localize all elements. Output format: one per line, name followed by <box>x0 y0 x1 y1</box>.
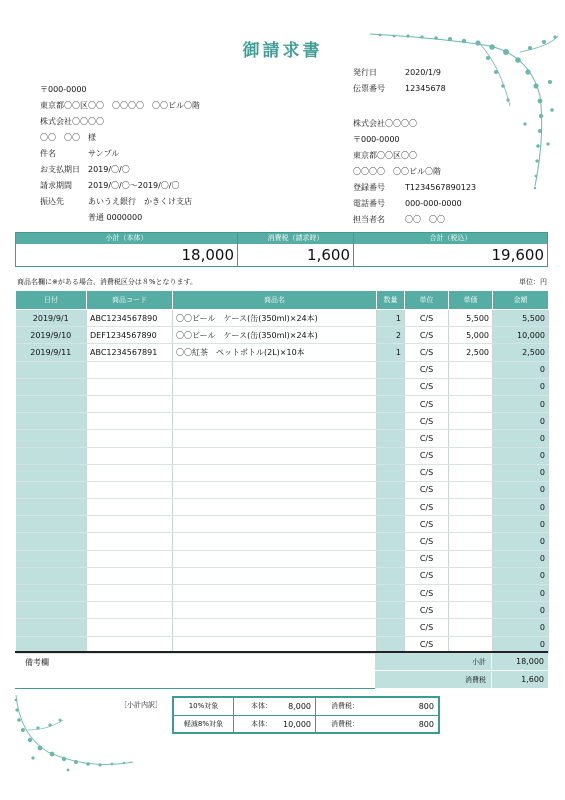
row-price: 5,500 <box>449 310 493 327</box>
row-price <box>449 499 493 516</box>
row-qty <box>377 567 405 584</box>
reduced-tax-note: 商品名欄に※がある場合、消費税区分は８%となります。 <box>17 278 197 286</box>
row-date <box>16 516 87 533</box>
row-amount: 0 <box>493 481 549 498</box>
breakdown-tax: 800 <box>418 720 434 729</box>
issuer-address-2: 〇〇〇〇 〇〇ビル〇階 <box>353 167 441 176</box>
col-header-amount: 金額 <box>493 291 549 310</box>
recipient-person: 〇〇 〇〇 様 <box>40 133 96 142</box>
row-code <box>87 567 173 584</box>
row-amount: 0 <box>493 464 549 481</box>
row-unit: C/S <box>405 619 449 636</box>
row-code <box>87 619 173 636</box>
row-qty <box>377 464 405 481</box>
remarks-section <box>15 651 548 689</box>
row-name <box>173 585 377 602</box>
row-qty <box>377 413 405 430</box>
row-amount: 0 <box>493 636 549 653</box>
row-unit: C/S <box>405 378 449 395</box>
row-code <box>87 602 173 619</box>
row-unit: C/S <box>405 602 449 619</box>
row-code <box>87 516 173 533</box>
total-value: 19,600 <box>491 246 544 264</box>
row-price <box>449 395 493 412</box>
row-amount: 2,500 <box>493 344 549 361</box>
slip-number-label: 伝票番号 <box>353 84 385 93</box>
row-code: ABC1234567891 <box>87 344 173 361</box>
row-amount: 5,500 <box>493 310 549 327</box>
row-unit: C/S <box>405 327 449 344</box>
table-row <box>16 585 549 602</box>
row-price <box>449 361 493 378</box>
row-name <box>173 361 377 378</box>
breakdown-table <box>172 696 440 734</box>
line-items-table <box>15 290 549 654</box>
phone-label: 電話番号 <box>353 199 385 208</box>
issuer-address: 東京都〇〇区〇〇 <box>353 151 417 160</box>
col-header-price: 単価 <box>449 291 493 310</box>
recipient-company: 株式会社〇〇〇〇 <box>40 117 104 126</box>
staff-name: 〇〇 〇〇 <box>405 215 445 224</box>
row-unit: C/S <box>405 413 449 430</box>
row-date <box>16 481 87 498</box>
table-row <box>16 499 549 516</box>
col-header-unit: 単位 <box>405 291 449 310</box>
remarks-tax-label: 消費税 <box>375 671 491 688</box>
row-unit: C/S <box>405 499 449 516</box>
row-unit: C/S <box>405 430 449 447</box>
breakdown-type: 10%対象 <box>174 698 234 715</box>
row-unit: C/S <box>405 361 449 378</box>
row-date <box>16 585 87 602</box>
row-qty <box>377 533 405 550</box>
row-name <box>173 567 377 584</box>
issuer-company: 株式会社〇〇〇〇 <box>353 119 417 128</box>
row-name <box>173 447 377 464</box>
row-price <box>449 550 493 567</box>
row-amount: 0 <box>493 413 549 430</box>
row-name <box>173 602 377 619</box>
row-qty <box>377 430 405 447</box>
row-qty <box>377 361 405 378</box>
table-row <box>16 310 549 327</box>
row-date <box>16 550 87 567</box>
subtotal-breakdown <box>120 696 450 734</box>
detail-label: 請求期間 <box>40 181 72 190</box>
breakdown-row <box>174 715 438 732</box>
col-header-code: 商品コード <box>87 291 173 310</box>
row-price <box>449 585 493 602</box>
row-date <box>16 447 87 464</box>
total-header: 合計（税込） <box>354 233 547 244</box>
row-qty <box>377 516 405 533</box>
row-date <box>16 533 87 550</box>
row-qty <box>377 550 405 567</box>
detail-label <box>40 210 88 226</box>
row-name <box>173 395 377 412</box>
row-unit: C/S <box>405 447 449 464</box>
row-unit: C/S <box>405 550 449 567</box>
table-row <box>16 447 549 464</box>
issue-date: 2020/1/9 <box>405 68 441 77</box>
row-name <box>173 430 377 447</box>
row-date <box>16 430 87 447</box>
table-row <box>16 361 549 378</box>
row-qty <box>377 619 405 636</box>
row-amount: 0 <box>493 430 549 447</box>
row-unit: C/S <box>405 516 449 533</box>
row-date: 2019/9/10 <box>16 327 87 344</box>
table-row <box>16 344 549 361</box>
row-code: ABC1234567890 <box>87 310 173 327</box>
row-qty <box>377 447 405 464</box>
row-price <box>449 378 493 395</box>
unit-note: 単位：円 <box>519 278 547 286</box>
row-code <box>87 550 173 567</box>
row-qty: 1 <box>377 344 405 361</box>
remarks-tax-value: 1,600 <box>491 671 548 688</box>
detail-label: 振込先 <box>40 197 64 206</box>
row-code <box>87 447 173 464</box>
remarks-subtotal-label: 小計 <box>375 653 491 670</box>
row-date <box>16 499 87 516</box>
row-amount: 0 <box>493 361 549 378</box>
subtotal-value: 18,000 <box>181 246 234 264</box>
row-name: 〇〇ビール ケース(缶(350ml)×24本) <box>173 327 377 344</box>
detail-value: 2019/〇/〇 <box>88 165 130 174</box>
row-price <box>449 602 493 619</box>
detail-value: 普通 0000000 <box>88 213 143 222</box>
row-name <box>173 464 377 481</box>
breakdown-tax-label: 消費税： <box>331 720 359 728</box>
row-price <box>449 619 493 636</box>
row-amount: 0 <box>493 550 549 567</box>
row-unit: C/S <box>405 310 449 327</box>
breakdown-tax: 800 <box>418 702 434 711</box>
tax-header: 消費税（請求時） <box>238 233 353 244</box>
remarks-summary <box>375 653 548 689</box>
registration-label: 登録番号 <box>353 183 385 192</box>
row-date: 2019/9/11 <box>16 344 87 361</box>
breakdown-base: 8,000 <box>276 698 316 715</box>
row-name: 〇〇ビール ケース(缶(350ml)×24本) <box>173 310 377 327</box>
row-qty <box>377 585 405 602</box>
breakdown-type: 軽減8%対象 <box>174 716 234 732</box>
row-name <box>173 533 377 550</box>
row-price <box>449 430 493 447</box>
row-amount: 0 <box>493 447 549 464</box>
row-code: DEF1234567890 <box>87 327 173 344</box>
table-row <box>16 378 549 395</box>
row-code <box>87 533 173 550</box>
row-code <box>87 464 173 481</box>
breakdown-base-label: 本体： <box>251 720 272 728</box>
row-qty: 1 <box>377 310 405 327</box>
row-price <box>449 464 493 481</box>
totals-summary <box>15 232 548 267</box>
detail-label: お支払期日 <box>40 165 80 174</box>
row-name: 〇〇紅茶 ペットボトル(2L)×10本 <box>173 344 377 361</box>
table-row <box>16 395 549 412</box>
recipient-block <box>40 82 340 226</box>
row-date <box>16 395 87 412</box>
subtotal-header: 小計（本体） <box>16 233 237 244</box>
detail-value: サンプル <box>88 149 120 158</box>
row-qty <box>377 395 405 412</box>
row-code <box>87 481 173 498</box>
row-unit: C/S <box>405 567 449 584</box>
staff-label: 担当者名 <box>353 215 385 224</box>
row-name <box>173 550 377 567</box>
row-qty <box>377 378 405 395</box>
col-header-date: 日付 <box>16 291 87 310</box>
issuer-block <box>353 65 543 228</box>
row-date <box>16 361 87 378</box>
row-code <box>87 499 173 516</box>
row-name <box>173 413 377 430</box>
row-amount: 0 <box>493 395 549 412</box>
row-price: 2,500 <box>449 344 493 361</box>
row-code <box>87 378 173 395</box>
table-row <box>16 619 549 636</box>
row-code <box>87 361 173 378</box>
row-price <box>449 516 493 533</box>
row-date <box>16 602 87 619</box>
breakdown-base-label: 本体： <box>251 702 272 710</box>
registration-number: T1234567890123 <box>405 183 477 192</box>
breakdown-row <box>174 698 438 715</box>
row-name <box>173 499 377 516</box>
row-code <box>87 413 173 430</box>
row-amount: 0 <box>493 533 549 550</box>
row-qty <box>377 602 405 619</box>
tax-note-line <box>17 277 547 287</box>
breakdown-base: 10,000 <box>276 716 316 732</box>
row-price <box>449 567 493 584</box>
row-price <box>449 481 493 498</box>
table-header-row <box>16 291 549 310</box>
row-unit: C/S <box>405 344 449 361</box>
row-amount: 0 <box>493 619 549 636</box>
table-row <box>16 602 549 619</box>
row-code <box>87 395 173 412</box>
issue-date-label: 発行日 <box>353 68 377 77</box>
remarks-subtotal-value: 18,000 <box>491 653 548 670</box>
row-date <box>16 464 87 481</box>
table-row <box>16 430 549 447</box>
row-unit: C/S <box>405 636 449 653</box>
row-unit: C/S <box>405 585 449 602</box>
row-amount: 0 <box>493 602 549 619</box>
row-amount: 0 <box>493 585 549 602</box>
table-row <box>16 464 549 481</box>
table-row <box>16 533 549 550</box>
detail-value: あいうえ銀行 かきくけ支店 <box>88 197 192 206</box>
row-price <box>449 447 493 464</box>
row-unit: C/S <box>405 464 449 481</box>
row-unit: C/S <box>405 533 449 550</box>
row-price <box>449 413 493 430</box>
remarks-label: 備考欄 <box>25 658 49 667</box>
phone-number: 000-000-0000 <box>405 199 462 208</box>
row-amount: 0 <box>493 516 549 533</box>
table-row <box>16 413 549 430</box>
row-date: 2019/9/1 <box>16 310 87 327</box>
vine-decoration-bottom <box>8 690 138 775</box>
detail-label: 件名 <box>40 149 56 158</box>
table-row <box>16 327 549 344</box>
row-name <box>173 481 377 498</box>
col-header-name: 商品名 <box>173 291 377 310</box>
row-code <box>87 585 173 602</box>
table-row <box>16 516 549 533</box>
breakdown-label: ［小計内訳］ <box>120 701 162 709</box>
col-header-qty: 数量 <box>377 291 405 310</box>
row-amount: 0 <box>493 567 549 584</box>
row-qty: 2 <box>377 327 405 344</box>
table-row <box>16 550 549 567</box>
table-row <box>16 567 549 584</box>
row-amount: 0 <box>493 499 549 516</box>
table-row <box>16 481 549 498</box>
row-unit: C/S <box>405 481 449 498</box>
row-date <box>16 619 87 636</box>
row-price <box>449 533 493 550</box>
issuer-postal: 〒000-0000 <box>353 135 400 144</box>
row-price: 5,000 <box>449 327 493 344</box>
detail-value: 2019/〇/〇～2019/〇/〇 <box>88 181 180 190</box>
row-date <box>16 567 87 584</box>
row-name <box>173 516 377 533</box>
row-date <box>16 378 87 395</box>
row-code <box>87 430 173 447</box>
row-name <box>173 378 377 395</box>
row-amount: 10,000 <box>493 327 549 344</box>
row-amount: 0 <box>493 378 549 395</box>
slip-number: 12345678 <box>405 84 446 93</box>
invoice-title: 御請求書 <box>242 41 323 61</box>
row-date <box>16 413 87 430</box>
breakdown-tax-label: 消費税： <box>331 702 359 710</box>
row-qty <box>377 481 405 498</box>
recipient-address: 東京都〇〇区〇〇 〇〇〇〇 〇〇ビル〇階 <box>40 101 200 110</box>
row-unit: C/S <box>405 395 449 412</box>
recipient-postal: 〒000-0000 <box>40 85 87 94</box>
row-name <box>173 619 377 636</box>
row-qty <box>377 499 405 516</box>
tax-value: 1,600 <box>307 246 350 264</box>
